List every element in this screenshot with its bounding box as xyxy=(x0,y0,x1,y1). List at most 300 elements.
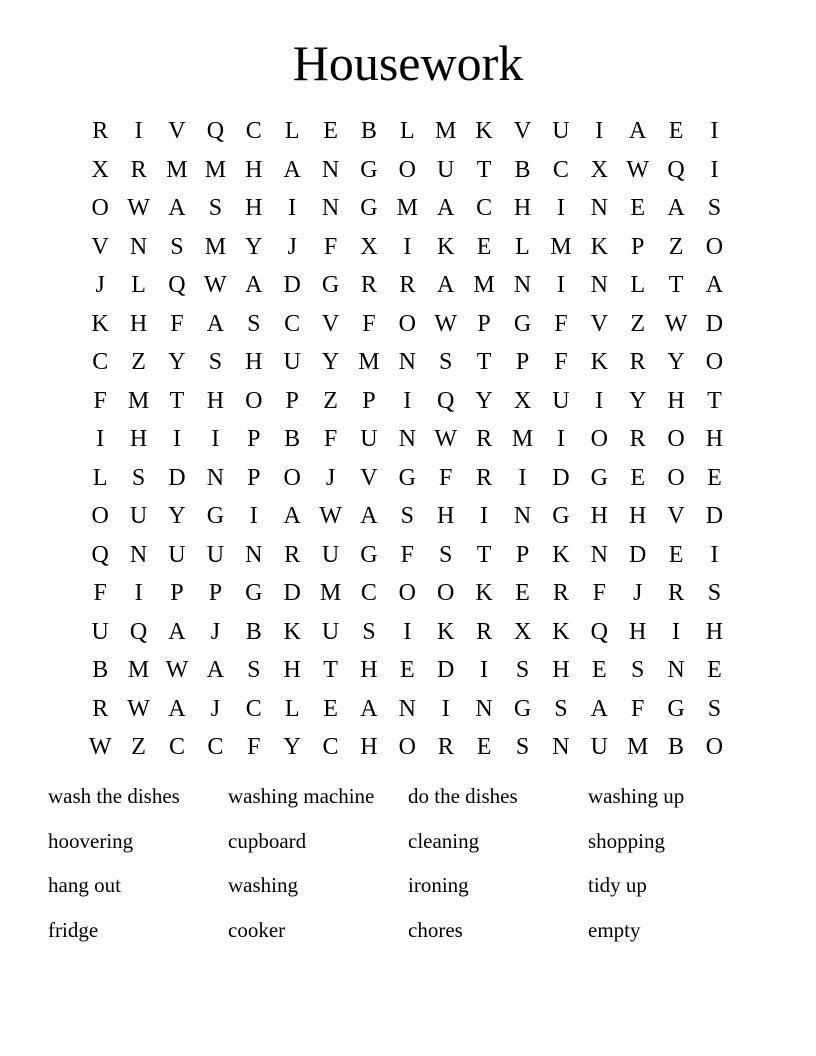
grid-letter: E xyxy=(476,734,492,760)
grid-letter: H xyxy=(206,387,225,414)
grid-letter: S xyxy=(515,734,530,760)
grid-letter: C xyxy=(168,734,185,760)
grid-letter: K xyxy=(91,310,109,337)
grid-letter: G xyxy=(360,195,378,221)
grid-letter: Z xyxy=(131,734,146,760)
grid-letter: K xyxy=(552,541,570,568)
grid-letter: R xyxy=(668,580,685,606)
grid-letter: B xyxy=(360,118,377,144)
grid-letter: R xyxy=(629,349,646,375)
grid-letter: L xyxy=(131,272,146,298)
grid-letter: Q xyxy=(91,541,109,568)
grid-letter: F xyxy=(93,387,107,414)
grid-letter: G xyxy=(245,580,263,606)
grid-letter: N xyxy=(475,695,493,722)
grid-letter: G xyxy=(206,503,225,529)
grid-letter: I xyxy=(134,118,143,144)
grid-letter: S xyxy=(630,657,645,683)
grid-letter: A xyxy=(628,118,647,144)
grid-letter: G xyxy=(360,541,378,568)
grid-letter: I xyxy=(518,464,527,491)
grid-letter: I xyxy=(288,195,297,221)
grid-letter: J xyxy=(210,618,221,645)
grid-letter: H xyxy=(705,426,724,452)
grid-letter: K xyxy=(437,618,455,645)
grid-letter: O xyxy=(437,580,455,606)
grid-letter: M xyxy=(127,387,150,414)
grid-letter: M xyxy=(396,195,418,221)
grid-row xyxy=(81,613,735,652)
grid-letter: I xyxy=(441,695,450,722)
grid-letter: W xyxy=(127,695,150,722)
grid-letter: A xyxy=(705,272,724,298)
grid-letter: G xyxy=(321,272,340,298)
grid-letter: R xyxy=(629,426,646,452)
word-list-item: cooker xyxy=(228,918,286,943)
grid-letter: I xyxy=(556,195,565,221)
grid-letter: O xyxy=(245,387,263,414)
grid-letter: O xyxy=(705,734,724,760)
grid-letter: G xyxy=(513,695,532,722)
grid-letter: D xyxy=(283,272,301,298)
grid-letter: J xyxy=(287,233,297,260)
grid-letter: D xyxy=(628,541,647,568)
grid-letter: G xyxy=(360,156,378,183)
grid-row xyxy=(81,690,735,729)
grid-letter: U xyxy=(552,118,570,144)
word-list-item: empty xyxy=(588,918,641,943)
grid-letter: W xyxy=(626,156,649,183)
grid-letter: C xyxy=(322,734,339,760)
grid-letter: I xyxy=(480,503,489,529)
grid-letter: M xyxy=(473,272,495,298)
grid-letter: C xyxy=(360,580,377,606)
grid-letter: G xyxy=(667,695,685,722)
grid-letter: O xyxy=(91,195,109,221)
grid-letter: K xyxy=(475,118,493,144)
grid-row xyxy=(81,728,735,767)
grid-letter: N xyxy=(129,541,148,568)
grid-letter: B xyxy=(92,657,109,683)
grid-letter: Z xyxy=(131,349,146,375)
grid-letter: H xyxy=(628,618,647,645)
grid-letter: R xyxy=(92,695,109,722)
grid-letter: Q xyxy=(437,387,455,414)
grid-letter: Q xyxy=(129,618,148,645)
grid-letter: V xyxy=(321,310,340,337)
grid-letter: A xyxy=(283,156,301,183)
grid-letter: E xyxy=(399,657,415,683)
letter-grid xyxy=(81,112,735,767)
grid-letter: V xyxy=(590,310,608,337)
grid-letter: C xyxy=(245,118,262,144)
grid-letter: K xyxy=(590,349,608,375)
grid-letter: S xyxy=(400,503,414,529)
grid-letter: A xyxy=(168,195,186,221)
page-title: Housework xyxy=(292,35,524,91)
grid-letter: H xyxy=(513,195,532,221)
grid-letter: V xyxy=(360,464,378,491)
grid-row xyxy=(81,459,735,498)
grid-letter: I xyxy=(672,618,681,645)
grid-letter: S xyxy=(707,695,722,722)
grid-letter: I xyxy=(403,233,412,260)
grid-letter: N xyxy=(667,657,685,683)
grid-letter: Y xyxy=(667,349,685,375)
grid-letter: A xyxy=(168,618,186,645)
grid-letter: A xyxy=(245,272,263,298)
word-list-item: do the dishes xyxy=(408,784,518,808)
grid-letter: R xyxy=(476,618,493,645)
grid-letter: H xyxy=(129,310,148,337)
word-list-item: hoovering xyxy=(48,828,134,853)
grid-letter: F xyxy=(323,233,338,260)
grid-letter: H xyxy=(360,734,378,760)
grid-letter: F xyxy=(362,310,376,337)
grid-letter: U xyxy=(552,387,570,414)
grid-letter: H xyxy=(628,503,647,529)
grid-letter: M xyxy=(550,233,572,260)
grid-letter: O xyxy=(283,464,301,491)
grid-letter: M xyxy=(626,734,649,760)
grid-letter: Q xyxy=(667,156,685,183)
grid-letter: V xyxy=(667,503,685,529)
grid-row xyxy=(81,651,735,690)
grid-letter: O xyxy=(398,734,416,760)
grid-letter: F xyxy=(247,734,261,760)
grid-letter: M xyxy=(204,233,227,260)
word-list-item: hang out xyxy=(48,873,121,898)
grid-letter: M xyxy=(127,657,150,683)
grid-letter: M xyxy=(204,156,227,183)
grid-letter: Y xyxy=(475,387,493,414)
grid-letter: U xyxy=(437,156,455,183)
grid-letter: C xyxy=(476,195,493,221)
grid-letter: A xyxy=(437,195,455,221)
grid-letter: I xyxy=(134,580,143,606)
grid-letter: S xyxy=(131,464,146,491)
grid-letter: U xyxy=(321,541,340,568)
grid-letter: Q xyxy=(168,272,186,298)
grid-letter: S xyxy=(707,580,722,606)
word-list-item: ironing xyxy=(408,873,469,898)
grid-letter: N xyxy=(513,272,532,298)
grid-letter: P xyxy=(247,426,261,452)
grid-letter: C xyxy=(92,349,109,375)
grid-row xyxy=(81,536,735,575)
grid-letter: N xyxy=(398,695,416,722)
grid-letter: M xyxy=(319,580,342,606)
grid-letter: I xyxy=(556,426,565,452)
grid-letter: W xyxy=(88,734,112,760)
grid-letter: U xyxy=(360,426,378,452)
grid-letter: S xyxy=(208,349,223,375)
grid-letter: F xyxy=(554,349,568,375)
grid-letter: G xyxy=(552,503,570,529)
grid-letter: F xyxy=(592,580,606,606)
grid-letter: S xyxy=(439,541,453,568)
grid-letter: O xyxy=(398,310,416,337)
grid-letter: W xyxy=(319,503,342,529)
grid-letter: K xyxy=(475,580,493,606)
grid-letter: N xyxy=(513,503,532,529)
grid-letter: A xyxy=(283,503,301,529)
grid-letter: I xyxy=(556,272,565,298)
grid-letter: P xyxy=(515,349,530,375)
grid-letter: F xyxy=(323,426,338,452)
grid-row xyxy=(81,189,735,228)
grid-letter: G xyxy=(513,310,532,337)
grid-letter: D xyxy=(437,657,455,683)
grid-letter: D xyxy=(168,464,186,491)
grid-letter: H xyxy=(552,657,570,683)
grid-letter: R xyxy=(552,580,569,606)
grid-letter: A xyxy=(667,195,685,221)
grid-letter: Z xyxy=(630,310,645,337)
grid-letter: A xyxy=(168,695,186,722)
grid-letter: E xyxy=(707,657,722,683)
grid-letter: O xyxy=(398,156,416,183)
grid-letter: G xyxy=(590,464,608,491)
grid-letter: F xyxy=(400,541,414,568)
grid-letter: I xyxy=(211,426,220,452)
grid-letter: O xyxy=(667,426,685,452)
grid-letter: R xyxy=(130,156,147,183)
grid-row xyxy=(81,382,735,421)
grid-letter: U xyxy=(91,618,109,645)
grid-row xyxy=(81,112,735,151)
grid-letter: X xyxy=(590,156,608,183)
grid-letter: E xyxy=(323,695,338,722)
grid-letter: I xyxy=(595,387,604,414)
grid-letter: E xyxy=(668,541,684,568)
grid-letter: R xyxy=(476,464,493,491)
grid-letter: N xyxy=(590,541,608,568)
grid-letter: U xyxy=(206,541,225,568)
grid-letter: C xyxy=(284,310,301,337)
grid-letter: P xyxy=(362,387,376,414)
grid-letter: U xyxy=(590,734,608,760)
grid-letter: I xyxy=(96,426,105,452)
grid-letter: F xyxy=(630,695,645,722)
word-list-item: washing up xyxy=(588,784,685,808)
word-list xyxy=(48,778,768,957)
grid-letter: A xyxy=(437,272,455,298)
grid-letter: Y xyxy=(168,503,186,529)
grid-letter: N xyxy=(206,464,225,491)
grid-letter: O xyxy=(705,349,724,375)
grid-letter: D xyxy=(552,464,570,491)
word-list-item: shopping xyxy=(588,828,666,853)
grid-letter: B xyxy=(514,156,531,183)
grid-letter: Y xyxy=(321,349,340,375)
grid-letter: H xyxy=(667,387,685,414)
grid-letter: O xyxy=(705,233,724,260)
grid-letter: U xyxy=(283,349,301,375)
grid-letter: N xyxy=(552,734,570,760)
grid-letter: C xyxy=(245,695,262,722)
grid-letter: E xyxy=(630,195,645,221)
grid-letter: F xyxy=(93,580,107,606)
grid-letter: I xyxy=(480,657,489,683)
grid-letter: E xyxy=(630,464,645,491)
grid-letter: Q xyxy=(206,118,225,144)
grid-letter: R xyxy=(437,734,454,760)
grid-letter: T xyxy=(668,272,684,298)
grid-letter: S xyxy=(170,233,184,260)
grid-letter: R xyxy=(360,272,377,298)
grid-letter: Q xyxy=(590,618,608,645)
grid-letter: I xyxy=(403,618,412,645)
grid-letter: A xyxy=(590,695,608,722)
grid-letter: X xyxy=(513,618,532,645)
grid-letter: D xyxy=(705,503,724,529)
grid-letter: O xyxy=(590,426,608,452)
grid-letter: N xyxy=(321,156,340,183)
grid-letter: S xyxy=(554,695,568,722)
grid-letter: V xyxy=(91,233,109,260)
word-list-item: washing xyxy=(228,873,298,898)
grid-letter: T xyxy=(476,541,492,568)
grid-letter: J xyxy=(632,580,643,606)
grid-letter: O xyxy=(667,464,685,491)
grid-letter: P xyxy=(515,541,530,568)
grid-row xyxy=(81,343,735,382)
grid-letter: N xyxy=(321,195,340,221)
grid-letter: T xyxy=(323,657,338,683)
grid-letter: H xyxy=(590,503,608,529)
grid-letter: H xyxy=(129,426,148,452)
grid-letter: P xyxy=(285,387,299,414)
grid-letter: B xyxy=(668,734,685,760)
grid-row xyxy=(81,151,735,190)
grid-letter: Y xyxy=(245,233,263,260)
grid-letter: D xyxy=(283,580,301,606)
grid-letter: J xyxy=(210,695,221,722)
grid-row xyxy=(81,574,735,613)
grid-letter: W xyxy=(434,426,458,452)
grid-letter: J xyxy=(325,464,336,491)
grid-letter: E xyxy=(476,233,492,260)
grid-letter: L xyxy=(284,695,300,722)
grid-letter: O xyxy=(398,580,416,606)
grid-letter: I xyxy=(710,156,719,183)
grid-row xyxy=(81,228,735,267)
grid-letter: N xyxy=(129,233,148,260)
grid-letter: D xyxy=(705,310,724,337)
grid-letter: B xyxy=(245,618,262,645)
word-list-item: fridge xyxy=(48,918,99,943)
word-list-item: tidy up xyxy=(588,873,647,898)
grid-letter: N xyxy=(590,272,608,298)
grid-letter: H xyxy=(245,156,263,183)
grid-letter: R xyxy=(399,272,416,298)
grid-letter: I xyxy=(403,387,412,414)
grid-letter: R xyxy=(476,426,493,452)
grid-letter: N xyxy=(590,195,608,221)
grid-letter: U xyxy=(129,503,148,529)
grid-letter: C xyxy=(207,734,224,760)
grid-letter: K xyxy=(552,618,570,645)
grid-letter: W xyxy=(664,310,688,337)
grid-letter: E xyxy=(668,118,684,144)
grid-letter: U xyxy=(321,618,340,645)
grid-letter: P xyxy=(247,464,261,491)
grid-letter: T xyxy=(476,349,492,375)
grid-letter: P xyxy=(208,580,223,606)
grid-letter: K xyxy=(437,233,455,260)
grid-letter: R xyxy=(92,118,109,144)
grid-letter: N xyxy=(245,541,263,568)
grid-row xyxy=(81,420,735,459)
grid-letter: X xyxy=(360,233,378,260)
grid-letter: E xyxy=(515,580,530,606)
grid-letter: H xyxy=(245,349,263,375)
grid-letter: I xyxy=(710,541,719,568)
grid-letter: H xyxy=(705,618,724,645)
word-list-item: cupboard xyxy=(228,828,307,853)
grid-letter: P xyxy=(477,310,491,337)
grid-letter: L xyxy=(399,118,415,144)
grid-letter: E xyxy=(323,118,338,144)
grid-row xyxy=(81,497,735,536)
grid-letter: A xyxy=(360,503,378,529)
grid-letter: S xyxy=(208,195,223,221)
grid-letter: O xyxy=(91,503,109,529)
word-list-item: chores xyxy=(408,918,463,943)
grid-letter: F xyxy=(439,464,453,491)
grid-letter: W xyxy=(165,657,189,683)
grid-letter: H xyxy=(360,657,378,683)
grid-letter: S xyxy=(439,349,453,375)
grid-letter: M xyxy=(511,426,534,452)
grid-letter: L xyxy=(92,464,108,491)
grid-letter: S xyxy=(707,195,722,221)
grid-letter: H xyxy=(283,657,301,683)
grid-letter: K xyxy=(283,618,301,645)
grid-letter: A xyxy=(206,310,225,337)
grid-letter: V xyxy=(513,118,532,144)
grid-letter: Y xyxy=(283,734,301,760)
grid-letter: L xyxy=(515,233,530,260)
grid-letter: W xyxy=(127,195,150,221)
grid-letter: C xyxy=(552,156,569,183)
grid-letter: J xyxy=(95,272,105,298)
grid-letter: H xyxy=(437,503,455,529)
word-list-item: wash the dishes xyxy=(48,784,180,808)
grid-letter: S xyxy=(515,657,530,683)
grid-letter: P xyxy=(630,233,645,260)
grid-letter: T xyxy=(707,387,722,414)
grid-letter: L xyxy=(630,272,645,298)
grid-letter: F xyxy=(170,310,184,337)
grid-letter: I xyxy=(249,503,258,529)
grid-letter: Z xyxy=(323,387,338,414)
grid-letter: L xyxy=(284,118,300,144)
grid-letter: B xyxy=(284,426,301,452)
grid-letter: A xyxy=(360,695,378,722)
grid-letter: P xyxy=(170,580,184,606)
grid-letter: T xyxy=(169,387,185,414)
grid-letter: Y xyxy=(628,387,647,414)
grid-letter: X xyxy=(513,387,532,414)
grid-row xyxy=(81,266,735,305)
grid-letter: A xyxy=(206,657,225,683)
grid-letter: R xyxy=(284,541,301,568)
grid-letter: W xyxy=(204,272,227,298)
grid-letter: S xyxy=(247,657,261,683)
grid-letter: U xyxy=(168,541,186,568)
